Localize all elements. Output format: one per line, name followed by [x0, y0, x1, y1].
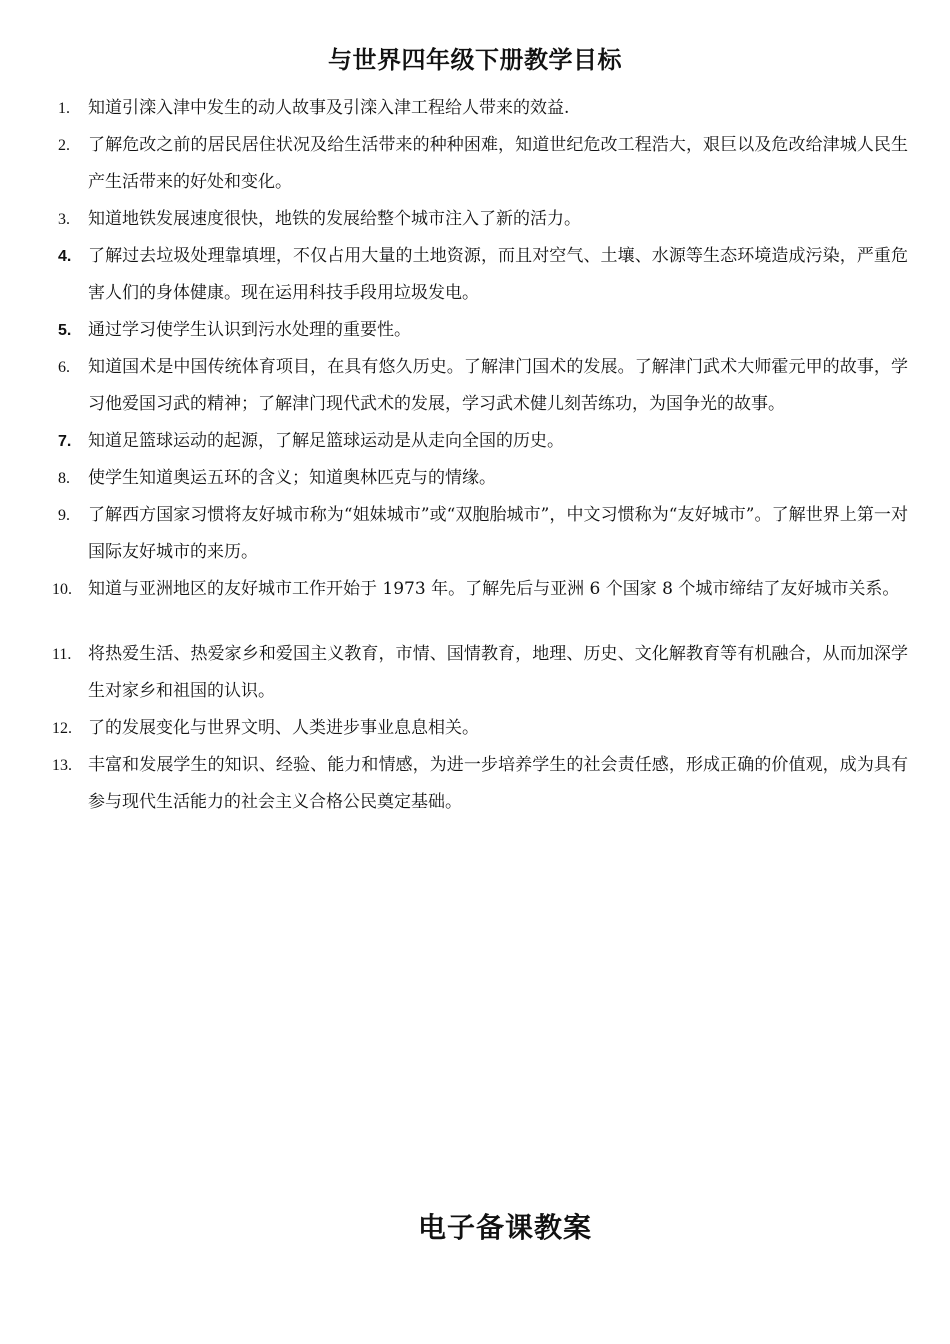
- objective-number: 3.: [58, 211, 70, 228]
- objective-item: [50, 710, 908, 747]
- objective-item: [50, 90, 908, 127]
- objective-text: 丰富和发展学生的知识、经验、能力和情感，为进一步培养学生的社会责任感，形成正确的价值观，成为具有参与现代生活能力的社会主义合格公民奠定基础。: [88, 755, 908, 812]
- objective-number: 9.: [58, 507, 70, 524]
- objective-number: 10.: [52, 581, 72, 598]
- objective-number: 7.: [58, 433, 72, 450]
- objective-text: 知道国术是中国传统体育项目，在具有悠久历史。了解津门国术的发展。了解津门武术大师霍元甲的故事，学习他爱国习武的精神；了解津门现代武术的发展，学习武术健儿刻苦练功，为国争光的故事。: [88, 357, 908, 414]
- objective-text: 知道引滦入津中发生的动人故事及引滦入津工程给人带来的效益.: [88, 98, 570, 118]
- objective-number: 2.: [58, 137, 70, 154]
- objectives-list: [50, 90, 908, 821]
- objective-item: [50, 636, 908, 710]
- objective-item: [50, 312, 908, 349]
- objective-text: 了解危改之前的居民居住状况及给生活带来的种种困难，知道世纪危改工程浩大，艰巨以及危改给津城人民生产生活带来的好处和变化。: [88, 135, 908, 192]
- objective-number: 8.: [58, 470, 70, 487]
- objective-item: [50, 349, 908, 423]
- objective-item: [50, 497, 908, 571]
- objective-item: [50, 127, 908, 201]
- objective-text: 了解西方国家习惯将友好城市称为“姐妹城市”或“双胞胎城市”，中文习惯称为“友好城市”。了解世界上第一对国际友好城市的来历。: [88, 505, 908, 562]
- objective-number: 1.: [58, 100, 70, 117]
- objective-item: [50, 747, 908, 821]
- list-spacer: [50, 608, 908, 636]
- page-title: 与世界四年级下册教学目标: [328, 46, 622, 74]
- objective-number: 4.: [58, 248, 72, 265]
- objective-text: 使学生知道奥运五环的含义；知道奥林匹克与的情缘。: [88, 468, 496, 488]
- objective-item: [50, 460, 908, 497]
- objective-text: 通过学习使学生认识到污水处理的重要性。: [88, 320, 411, 340]
- objective-text: 了的发展变化与世界文明、人类进步事业息息相关。: [88, 718, 479, 738]
- objective-number: 12.: [52, 720, 72, 737]
- objective-text: 将热爱生活、热爱家乡和爱国主义教育，市情、国情教育，地理、历史、文化解教育等有机融合，从而加深学生对家乡和祖国的认识。: [88, 644, 908, 701]
- objective-number: 5.: [58, 322, 72, 339]
- objective-text: 了解过去垃圾处理靠填埋，不仅占用大量的土地资源，而且对空气、土壤、水源等生态环境造成污染，严重危害人们的身体健康。现在运用科技手段用垃圾发电。: [88, 246, 908, 303]
- objective-text: 知道地铁发展速度很快，地铁的发展给整个城市注入了新的活力。: [88, 209, 581, 229]
- objective-item: [50, 423, 908, 460]
- objective-text: 知道足篮球运动的起源，了解足篮球运动是从走向全国的历史。: [88, 431, 564, 451]
- objective-item: [50, 238, 908, 312]
- objective-number: 13.: [52, 757, 72, 774]
- objective-number: 6.: [58, 359, 70, 376]
- footer-title: 电子备课教案: [417, 1211, 592, 1244]
- objective-number: 11.: [52, 646, 72, 663]
- objective-text: 知道与亚洲地区的友好城市工作开始于 1973 年。了解先后与亚洲 6 个国家 8 个城市缔结了友好城市关系。: [88, 579, 900, 599]
- objective-item: [50, 571, 908, 608]
- objective-item: [50, 201, 908, 238]
